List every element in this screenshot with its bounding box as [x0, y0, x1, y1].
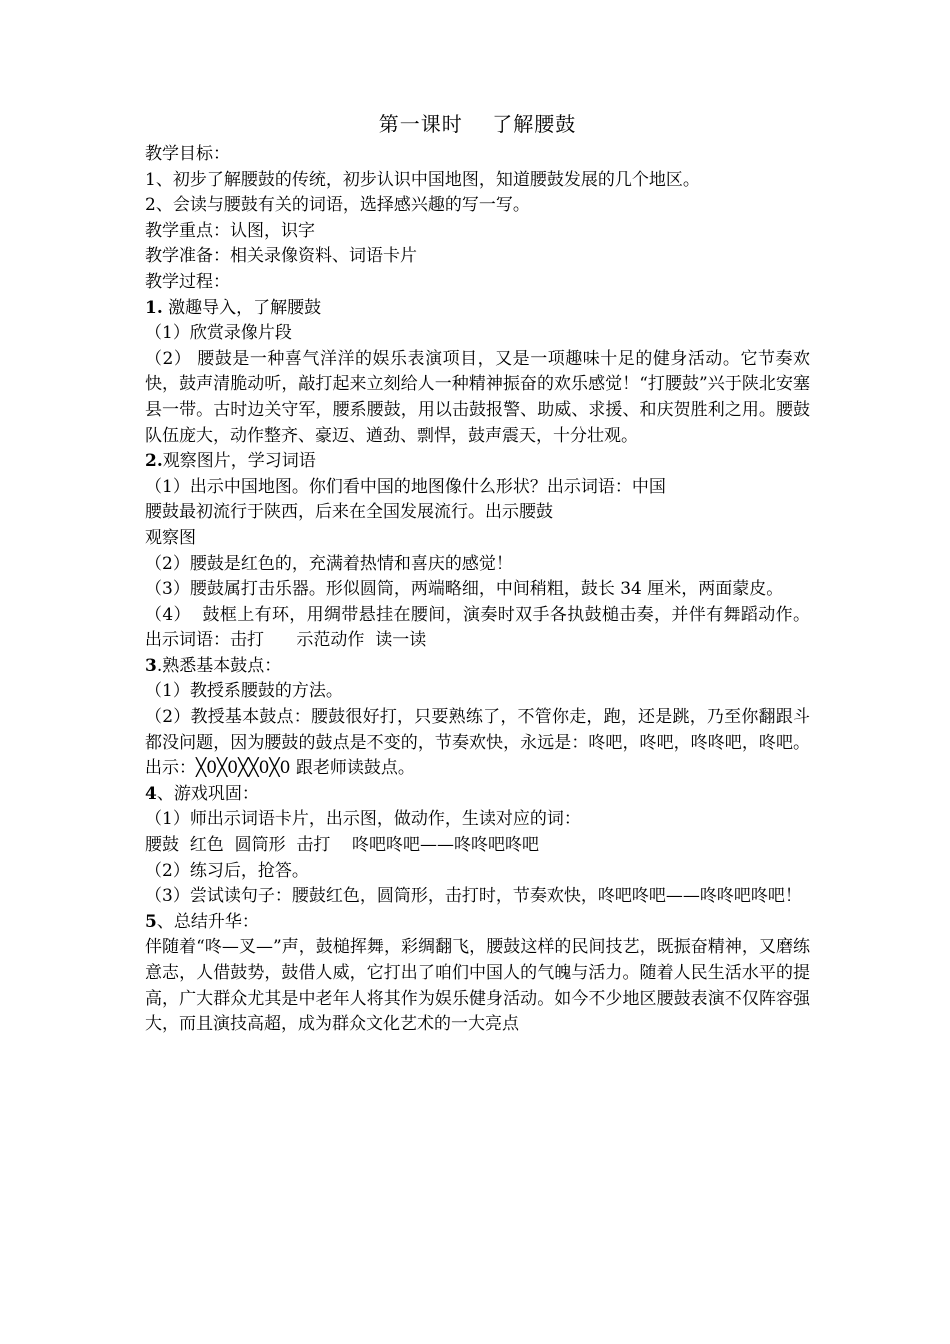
section-2-item-3: （3）腰鼓属打击乐器。形似圆筒，两端略细，中间稍粗，鼓长 34 厘米，两面蒙皮。 — [145, 579, 784, 600]
section-3-title: .熟悉基本鼓点： — [156, 655, 282, 676]
section-4-item-1: （1）师出示词语卡片，出示图，做动作，生读对应的词： — [145, 809, 581, 830]
section-5-heading — [145, 910, 810, 936]
section-2-heading — [145, 449, 810, 475]
section-2-item-1: （1）出示中国地图。你们看中国的地图像什么形状？出示词语：中国 — [145, 476, 666, 497]
objective-1: 1、初步了解腰鼓的传统，初步认识中国地图，知道腰鼓发展的几个地区。 — [145, 169, 700, 190]
process-heading: 教学过程： — [145, 271, 230, 292]
page-title: 第一课时 了解腰鼓 — [378, 112, 577, 136]
section-4-heading — [145, 782, 810, 808]
section-3-heading — [145, 654, 810, 680]
objective-2: 2、会读与腰鼓有关的词语，选择感兴趣的写一写。 — [145, 195, 530, 216]
section-2-title: 观察图片，学习词语 — [162, 451, 316, 472]
section-1-item-1: （1）欣赏录像片段 — [145, 323, 292, 344]
section-4-number: 4 — [145, 783, 157, 804]
key-points: 教学重点：认图，识字 — [145, 220, 315, 241]
section-2-item-4: （4） 鼓框上有环，用绸带悬挂在腰间，演奏时双手各执鼓槌击奏，并伴有舞蹈动作。出示词语：击打 示范动作 读一读 — [145, 604, 810, 651]
section-3-item-1: （1）教授系腰鼓的方法。 — [145, 681, 343, 702]
section-2-line-2: 腰鼓最初流行于陕西，后来在全国发展流行。出示腰鼓 — [145, 502, 553, 523]
preparation: 教学准备：相关录像资料、词语卡片 — [145, 246, 417, 267]
section-3-item-2: （2）教授基本鼓点：腰鼓很好打，只要熟练了，不管你走，跑，还是跳，乃至你翻跟斗都没问题，因为腰鼓的鼓点是不变的，节奏欢快，永远是：咚吧，咚吧，咚咚吧，咚吧。出示：╳0╳0╳╳0╳0 跟老师读鼓点。 — [145, 707, 810, 779]
section-4-item-2: （2）练习后，抢答。 — [145, 860, 309, 881]
section-5-title: 、总结升华： — [156, 911, 259, 932]
section-1-heading — [145, 296, 810, 322]
section-1-title: 激趣导入，了解腰鼓 — [162, 297, 322, 318]
section-3-number: 3 — [145, 655, 157, 676]
section-4-line-2: 腰鼓 红色 圆筒形 击打 咚吧咚吧——咚咚吧咚吧 — [145, 835, 540, 856]
section-1-number: 1. — [145, 297, 163, 318]
section-2-line-3: 观察图 — [145, 527, 196, 548]
section-4-title: 、游戏巩固： — [156, 783, 259, 804]
section-2-item-2: （2）腰鼓是红色的，充满着热情和喜庆的感觉！ — [145, 553, 513, 574]
section-5-number: 5 — [145, 911, 157, 932]
document-page — [145, 108, 810, 1038]
objectives-heading: 教学目标： — [145, 144, 230, 164]
section-2-number: 2. — [145, 451, 163, 472]
section-1-item-2: （2） 腰鼓是一种喜气洋洋的娱乐表演项目，又是一项趣味十足的健身活动。它节奏欢快，鼓声清脆动听，敲打起来立刻给人一种精神振奋的欢乐感觉！“打腰鼓”兴于陕北安塞县一带。古时边关守军，腰系腰鼓，用以击鼓报警、助威、求援、和庆贺胜利之用。腰鼓队伍庞大，动作整齐、豪迈、遒劲、剽悍，鼓声震天，十分壮观。 — [145, 348, 810, 446]
section-4-item-3: （3）尝试读句子：腰鼓红色，圆筒形，击打时，节奏欢快，咚吧咚吧——咚咚吧咚吧！ — [145, 886, 802, 907]
section-5-paragraph: 伴随着“咚—叉—”声，鼓槌挥舞，彩绸翻飞，腰鼓这样的民间技艺，既振奋精神，又磨练意志，人借鼓势，鼓借人威，它打出了咱们中国人的气魄与活力。随着人民生活水平的提高，广大群众尤其是中老年人将其作为娱乐健身活动。如今不少地区腰鼓表演不仅阵容强大，而且演技高超，成为群众文化艺术的一大亮点 — [145, 937, 810, 1035]
